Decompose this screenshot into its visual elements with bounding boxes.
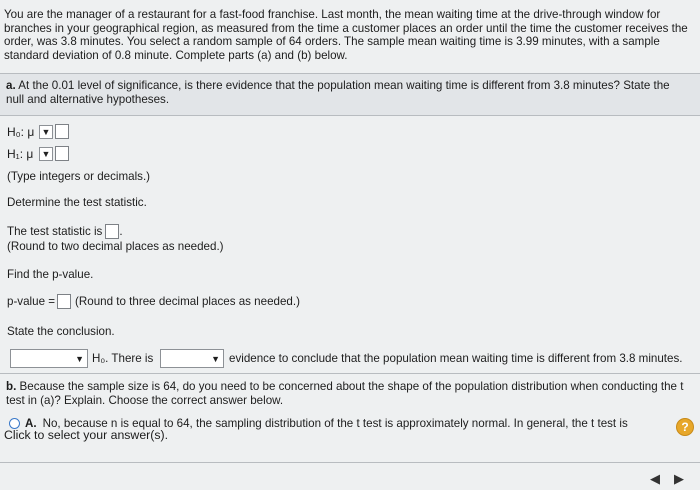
p-value-prompt: Find the p-value.	[7, 268, 94, 281]
null-hypothesis-row	[7, 124, 69, 139]
alternative-hypothesis-operator-dropdown[interactable]	[39, 147, 53, 161]
p-value-row	[7, 294, 300, 309]
divider	[0, 73, 700, 74]
divider	[0, 462, 700, 463]
test-statistic-input[interactable]	[105, 224, 119, 239]
conclusion-tail-text: evidence to conclude that the population mean waiting time is different from 3.8 minutes.	[229, 352, 683, 365]
chevron-down-icon: ▼	[75, 353, 84, 364]
null-hypothesis-operator-dropdown[interactable]	[39, 125, 53, 139]
test-statistic-period: .	[119, 225, 123, 238]
part-a-text: At the 0.01 level of significance, is there evidence that the population mean waiting time is different from 3.8 minutes? State the null and alternative hypotheses.	[6, 79, 670, 106]
chevron-down-icon: ▼	[211, 353, 220, 364]
alternative-hypothesis-row	[7, 146, 69, 161]
conclusion-evidence-dropdown[interactable]	[160, 349, 224, 368]
null-hypothesis-value-input[interactable]	[55, 124, 69, 139]
p-value-note: (Round to three decimal places as needed.)	[75, 295, 300, 308]
previous-arrow-icon[interactable]: ◀	[650, 471, 660, 486]
test-statistic-prompt: Determine the test statistic.	[7, 196, 147, 209]
chevron-down-icon: ▼	[41, 126, 51, 137]
option-a-text: No, because n is equal to 64, the sampling distribution of the t test is approximately normal. In general, the t test is	[42, 417, 628, 430]
part-b-label: b.	[6, 380, 17, 393]
conclusion-h0-text: H₀. There is	[92, 352, 154, 365]
part-b-question	[6, 380, 686, 407]
conclusion-decision-dropdown[interactable]	[10, 349, 88, 368]
test-statistic-label: The test statistic is	[7, 225, 103, 238]
test-statistic-row	[7, 224, 123, 239]
part-b-text: Because the sample size is 64, do you need to be concerned about the shape of the population distribution when conducting the t test in (a)? Explain. Choose the correct answer below.	[6, 380, 684, 407]
option-a-letter: A.	[25, 417, 37, 430]
hypotheses-note: (Type integers or decimals.)	[7, 170, 151, 183]
help-button[interactable]: ?	[676, 418, 694, 436]
divider	[0, 115, 700, 116]
null-hypothesis-label: H₀: μ	[7, 124, 35, 139]
part-a-question	[6, 79, 686, 106]
p-value-input[interactable]	[57, 294, 71, 309]
chevron-down-icon: ▼	[41, 148, 51, 159]
alternative-hypothesis-label: H₁: μ	[7, 146, 34, 161]
part-a-label: a.	[6, 79, 16, 92]
part-a-header	[0, 73, 700, 115]
alternative-hypothesis-value-input[interactable]	[55, 146, 69, 161]
footer-instruction: Click to select your answer(s).	[4, 428, 169, 442]
problem-statement: You are the manager of a restaurant for a fast-food franchise. Last month, the mean waiting time at the drive-through window for branches in your geographical region, as measured from the time a customer places an order until the time the customer receives the order, was 3.8 minutes. You select a random sample of 64 orders. The sample mean waiting time is 3.99 minutes, with a sample standard deviation of 0.8 minute. Complete parts (a) and (b) below.	[4, 8, 688, 62]
divider	[0, 373, 700, 374]
conclusion-prompt: State the conclusion.	[7, 325, 115, 338]
test-statistic-note: (Round to two decimal places as needed.)	[7, 240, 224, 253]
p-value-label: p-value =	[7, 295, 56, 308]
next-arrow-icon[interactable]: ▶	[674, 471, 684, 486]
